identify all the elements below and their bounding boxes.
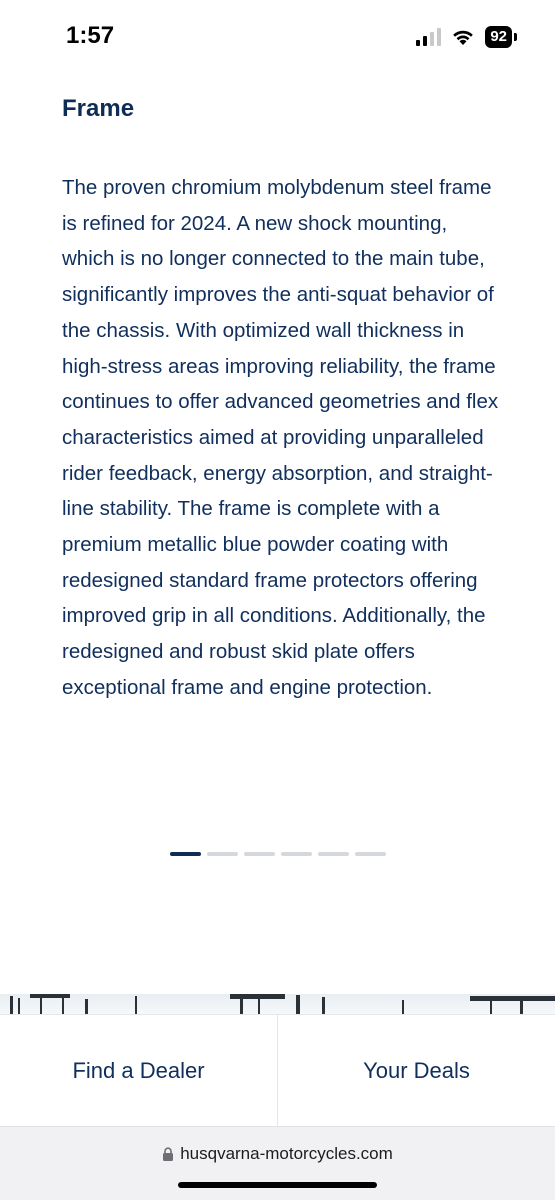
battery-level: 92 xyxy=(485,26,512,48)
bottom-action-bar xyxy=(0,1014,555,1126)
status-bar xyxy=(0,0,555,70)
carousel-dot[interactable] xyxy=(355,852,386,856)
url-text: husqvarna-motorcycles.com xyxy=(180,1144,393,1163)
section-body: The proven chromium molybdenum steel frame is refined for 2024. A new shock mounting, which is no longer connected to the main tube, significantly improves the anti-squat behavior of the chassis. With optimized wall thickness in high-stress areas improving reliability, the frame continues to offer advanced geometries and flex characteristics aimed at providing unparalleled rider feedback, energy absorption, and straight-line stability. The frame is complete with a premium metallic blue powder coating with redesigned standard frame protectors offering improved grip in all conditions. Additionally, the redesigned and robust skid plate offers exceptional frame and engine protection. xyxy=(62,176,499,699)
signal-icon xyxy=(416,28,441,46)
lock-icon xyxy=(162,1147,174,1162)
carousel-dot[interactable] xyxy=(318,852,349,856)
find-dealer-button[interactable]: Find a Dealer xyxy=(72,1057,205,1083)
carousel-dot[interactable] xyxy=(244,852,275,856)
status-time: 1:57 xyxy=(66,22,115,49)
browser-url-bar[interactable] xyxy=(0,1126,555,1200)
wifi-icon xyxy=(451,28,475,46)
carousel-indicators xyxy=(170,852,386,856)
carousel-dot[interactable] xyxy=(207,852,238,856)
status-icons xyxy=(416,26,517,48)
section-title: Frame xyxy=(62,95,135,122)
home-indicator[interactable] xyxy=(178,1182,377,1188)
url-display[interactable] xyxy=(0,1144,555,1164)
carousel-dot[interactable] xyxy=(281,852,312,856)
carousel-dot[interactable] xyxy=(170,852,201,856)
background-image-strip xyxy=(0,994,555,1014)
your-deals-button[interactable]: Your Deals xyxy=(277,1015,555,1126)
battery-icon xyxy=(485,26,517,48)
